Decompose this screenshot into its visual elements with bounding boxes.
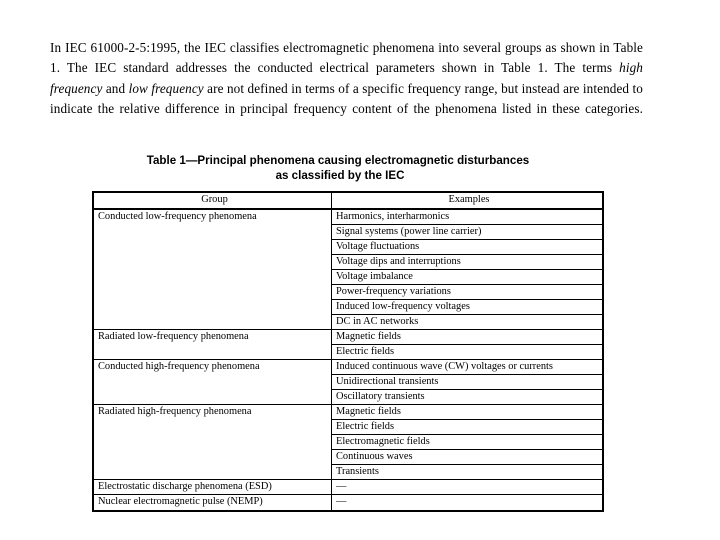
group-cell <box>94 345 332 359</box>
phenomena-table <box>92 191 604 512</box>
group-cell <box>94 285 332 300</box>
table-row <box>94 450 602 465</box>
example-cell: Signal systems (power line carrier) <box>332 225 602 240</box>
table-header-row <box>94 193 602 210</box>
table-title-line-1: Table 1—Principal phenomena causing electromagnetic disturbances <box>146 154 530 167</box>
group-cell <box>94 420 332 435</box>
example-cell: Electromagnetic fields <box>332 435 602 450</box>
group-cell <box>94 255 332 270</box>
table-row <box>94 390 602 405</box>
table-row <box>94 240 602 255</box>
example-cell: DC in AC networks <box>336 316 419 327</box>
table-row <box>94 480 602 495</box>
group-cell: Radiated low-frequency phenomena <box>94 330 332 345</box>
example-cell: Induced continuous wave (CW) voltages or currents <box>332 360 602 375</box>
intro-paragraph <box>50 38 643 119</box>
intro-text-2: and <box>102 80 129 96</box>
table-row <box>94 315 602 330</box>
group-cell <box>94 225 332 240</box>
table-row <box>94 285 602 300</box>
header-examples: Examples <box>448 194 490 205</box>
table-row <box>94 375 602 390</box>
example-cell: Continuous waves <box>332 450 602 465</box>
group-cell <box>94 390 332 404</box>
example-cell: Voltage fluctuations <box>332 240 602 255</box>
example-cell: Transients <box>336 466 379 477</box>
table-row <box>94 405 602 420</box>
group-cell <box>94 435 332 450</box>
table-row <box>94 360 602 375</box>
term-high-frequency: high frequency <box>50 60 643 96</box>
intro-text-1: In IEC 61000-2-5:1995, the IEC classifies electromagnetic phenomena into several groups as shown in Table 1. The IEC standard addresses the conducted electrical parameters shown in Table 1. The terms <box>50 40 643 76</box>
group-cell <box>94 315 332 329</box>
term-low-frequency: low frequency <box>128 80 204 96</box>
example-cell: — <box>336 496 347 507</box>
group-cell: Conducted high-frequency phenomena <box>94 360 332 375</box>
example-cell: Magnetic fields <box>332 330 602 345</box>
table-row <box>94 420 602 435</box>
example-cell: Electric fields <box>332 420 602 435</box>
table-row <box>94 225 602 240</box>
group-cell <box>94 270 332 285</box>
table-row <box>94 435 602 450</box>
example-cell: Magnetic fields <box>332 405 602 420</box>
group-cell: Nuclear electromagnetic pulse (NEMP) <box>94 495 332 510</box>
table-row <box>94 270 602 285</box>
table-row <box>94 345 602 360</box>
group-cell <box>94 240 332 255</box>
example-cell: — <box>336 481 347 492</box>
table-row <box>94 255 602 270</box>
example-cell: Harmonics, interharmonics <box>332 210 602 225</box>
group-cell: Electrostatic discharge phenomena (ESD) <box>94 480 332 494</box>
table-row <box>94 495 602 510</box>
group-cell: Radiated high-frequency phenomena <box>94 405 332 420</box>
table-row <box>94 465 602 480</box>
table-title-line-2: as classified by the IEC <box>275 168 405 182</box>
group-cell <box>94 465 332 479</box>
group-cell <box>94 450 332 465</box>
intro-text-3: are not defined in terms of a specific frequency range, but instead are intended to indicate the relative difference in principal frequency content of the phenomena listed in these categories. <box>50 80 643 116</box>
example-cell: Electric fields <box>336 346 394 357</box>
header-group: Group <box>94 193 332 208</box>
example-cell: Induced low-frequency voltages <box>332 300 602 315</box>
example-cell: Voltage imbalance <box>332 270 602 285</box>
table-row <box>94 210 602 225</box>
table-row <box>94 300 602 315</box>
group-cell <box>94 375 332 390</box>
example-cell: Unidirectional transients <box>332 375 602 390</box>
table-row <box>94 330 602 345</box>
example-cell: Power-frequency variations <box>332 285 602 300</box>
example-cell: Voltage dips and interruptions <box>332 255 602 270</box>
example-cell: Oscillatory transients <box>336 391 425 402</box>
group-cell: Conducted low-frequency phenomena <box>94 210 332 225</box>
table-title <box>90 154 586 183</box>
group-cell <box>94 300 332 315</box>
